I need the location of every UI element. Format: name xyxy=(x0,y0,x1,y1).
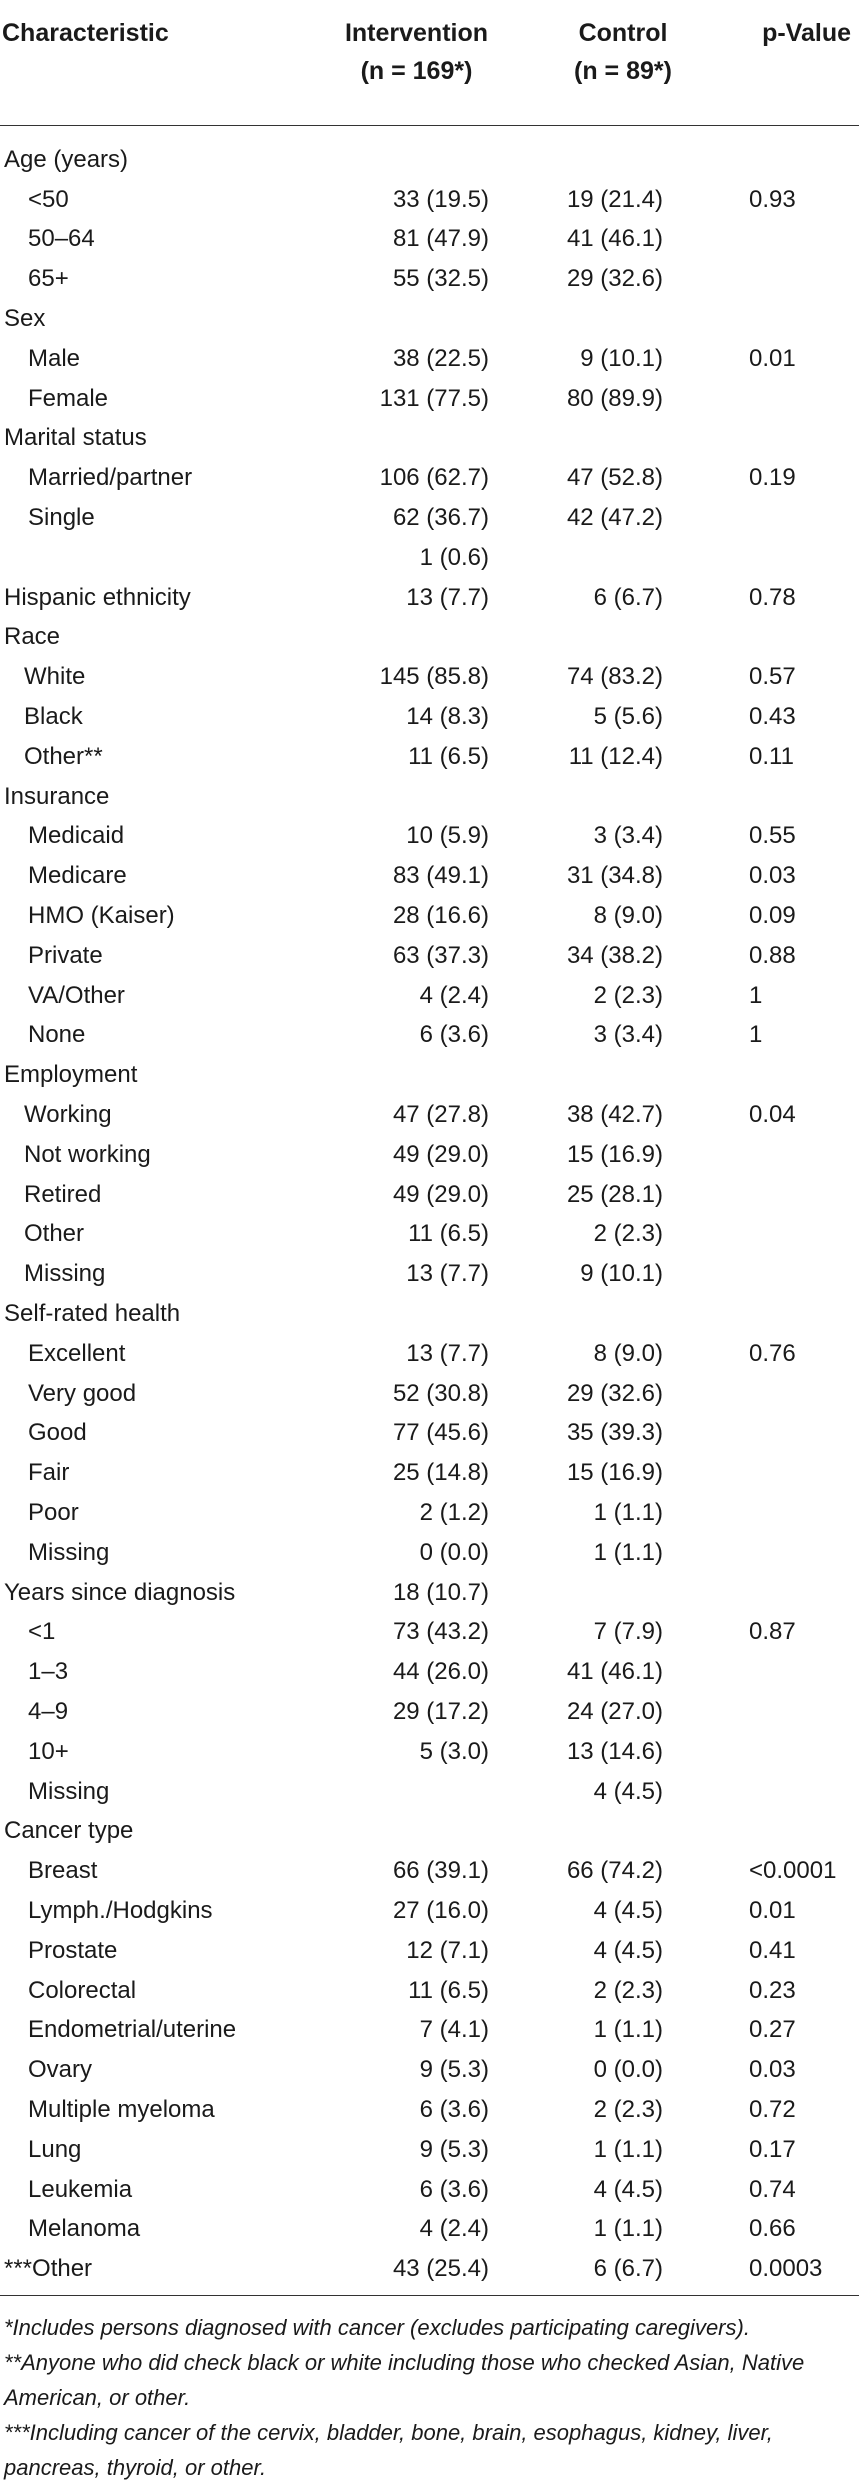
table-row xyxy=(0,1652,859,1692)
row-label: Single xyxy=(28,504,95,532)
header-control-label: Control xyxy=(578,19,668,47)
intervention-value: 5 (3.0) xyxy=(419,1737,489,1765)
row-label: HMO (Kaiser) xyxy=(28,902,175,930)
intervention-value: 6 (3.6) xyxy=(419,1021,489,1049)
p-value: 0.09 xyxy=(749,902,796,930)
table-row xyxy=(0,1533,859,1573)
table-row xyxy=(0,2130,859,2170)
header-intervention-label: Intervention xyxy=(344,19,489,47)
control-value: 41 (46.1) xyxy=(566,225,663,253)
intervention-value: 145 (85.8) xyxy=(379,663,489,691)
table-row xyxy=(0,817,859,857)
intervention-value: 0 (0.0) xyxy=(419,1538,489,1566)
p-value: 0.72 xyxy=(749,2095,796,2123)
table-row xyxy=(0,1374,859,1414)
table-row xyxy=(0,2010,859,2050)
row-label: Self-rated health xyxy=(4,1300,181,1327)
row-label: Private xyxy=(28,941,103,969)
control-value: 35 (39.3) xyxy=(566,1419,663,1447)
row-label: Hispanic ethnicity xyxy=(4,583,191,611)
intervention-value: 12 (7.1) xyxy=(406,1936,489,1964)
row-label: <50 xyxy=(28,185,69,213)
row-label: VA/Other xyxy=(28,981,125,1009)
table-row xyxy=(0,1612,859,1652)
intervention-value: 66 (39.1) xyxy=(392,1857,489,1885)
control-value xyxy=(533,618,713,658)
table-row xyxy=(0,2170,859,2210)
p-value: 0.74 xyxy=(749,2175,796,2203)
control-value: 29 (32.6) xyxy=(566,1379,663,1407)
p-value: 0.23 xyxy=(749,1976,796,2004)
footnotes xyxy=(0,2310,859,2485)
row-label: Other xyxy=(24,1220,85,1248)
table-header xyxy=(0,0,859,126)
intervention-value: 25 (14.8) xyxy=(392,1459,489,1487)
control-value: 41 (46.1) xyxy=(566,1658,663,1686)
footnote-2: **Anyone who did check black or white including those who checked Asian, Native American, or other. xyxy=(4,2350,805,2411)
p-value: 0.27 xyxy=(749,2016,796,2044)
footnote-1: *Includes persons diagnosed with cancer (excludes participating caregivers). xyxy=(4,2315,750,2341)
control-value: 25 (28.1) xyxy=(566,1180,663,1208)
table-row xyxy=(0,1772,859,1812)
p-value: 0.55 xyxy=(749,822,796,850)
control-value xyxy=(533,777,713,817)
control-value xyxy=(533,538,713,578)
spacer-row xyxy=(0,126,859,141)
control-value: 66 (74.2) xyxy=(566,1857,663,1885)
p-value xyxy=(713,299,859,339)
intervention-value: 62 (36.7) xyxy=(392,504,489,532)
control-value: 2 (2.3) xyxy=(593,2095,663,2123)
row-label: Leukemia xyxy=(28,2175,133,2203)
p-value xyxy=(713,1652,859,1692)
table-row xyxy=(0,777,859,817)
row-label: Missing xyxy=(28,1538,110,1566)
row-label: 65+ xyxy=(28,265,69,293)
table-body xyxy=(0,126,859,2296)
row-label: Poor xyxy=(28,1498,79,1526)
intervention-value: 2 (1.2) xyxy=(419,1498,489,1526)
row-label: Cancer type xyxy=(4,1817,134,1845)
p-value xyxy=(713,1453,859,1493)
p-value xyxy=(713,1493,859,1533)
intervention-value: 81 (47.9) xyxy=(392,225,489,253)
row-label: Age (years) xyxy=(4,145,129,173)
row-label: 50–64 xyxy=(28,225,95,253)
row-label: 1–3 xyxy=(28,1658,69,1686)
row-label: Very good xyxy=(28,1379,137,1407)
control-value: 47 (52.8) xyxy=(566,464,663,492)
control-value xyxy=(533,140,713,180)
p-value: 0.93 xyxy=(749,185,796,213)
table-row xyxy=(0,379,859,419)
row-label: Not working xyxy=(24,1140,151,1168)
row-label: Melanoma xyxy=(28,2215,141,2243)
intervention-value: 131 (77.5) xyxy=(379,384,489,412)
p-value xyxy=(713,1254,859,1294)
row-label: Sex xyxy=(4,305,46,333)
p-value xyxy=(713,1175,859,1215)
p-value xyxy=(713,259,859,299)
row-label: Female xyxy=(28,384,109,412)
row-label: Breast xyxy=(28,1857,98,1885)
control-value xyxy=(533,1811,713,1851)
p-value xyxy=(713,1055,859,1095)
table-row xyxy=(0,1493,859,1533)
p-value: 1 xyxy=(749,1021,763,1049)
intervention-value: 49 (29.0) xyxy=(392,1180,489,1208)
p-value xyxy=(713,1732,859,1772)
control-value: 31 (34.8) xyxy=(566,862,663,890)
p-value: 0.04 xyxy=(749,1101,796,1129)
intervention-value xyxy=(300,419,533,459)
row-label: None xyxy=(28,1021,86,1049)
table-row xyxy=(0,339,859,379)
control-value: 6 (6.7) xyxy=(533,2249,713,2295)
control-value xyxy=(533,419,713,459)
table-row xyxy=(0,578,859,618)
table-row xyxy=(0,1732,859,1772)
row-label: Multiple myeloma xyxy=(28,2095,215,2123)
intervention-value: 13 (7.7) xyxy=(406,583,489,611)
row-label: Male xyxy=(28,344,81,372)
table-row xyxy=(0,618,859,658)
p-value: 0.03 xyxy=(749,2056,796,2084)
table-row xyxy=(0,697,859,737)
control-value: 34 (38.2) xyxy=(566,941,663,969)
row-label: Lung xyxy=(28,2135,82,2163)
intervention-value: 7 (4.1) xyxy=(419,2016,489,2044)
intervention-value: 9 (5.3) xyxy=(419,2135,489,2163)
control-value: 2 (2.3) xyxy=(593,1220,663,1248)
control-value: 2 (2.3) xyxy=(593,1976,663,2004)
row-label: 10+ xyxy=(28,1737,69,1765)
p-value xyxy=(713,498,859,538)
row-label: Prostate xyxy=(28,1936,118,1964)
p-value: 0.01 xyxy=(749,1896,796,1924)
header-intervention-n: (n = 169*) xyxy=(360,57,473,85)
row-label: Missing xyxy=(28,1777,110,1805)
control-value: 4 (4.5) xyxy=(593,2175,663,2203)
intervention-value xyxy=(300,1294,533,1334)
intervention-value: 11 (6.5) xyxy=(408,1976,489,2004)
table-row xyxy=(0,498,859,538)
intervention-value: 6 (3.6) xyxy=(419,2175,489,2203)
p-value xyxy=(713,140,859,180)
p-value: 0.41 xyxy=(749,1936,796,1964)
intervention-value: 29 (17.2) xyxy=(392,1697,489,1725)
p-value: <0.0001 xyxy=(749,1857,837,1885)
p-value: 0.01 xyxy=(749,344,796,372)
p-value: 0.19 xyxy=(749,464,796,492)
control-value: 1 (1.1) xyxy=(593,2135,663,2163)
p-value: 0.03 xyxy=(749,862,796,890)
intervention-value: 9 (5.3) xyxy=(419,2056,489,2084)
row-label: Ovary xyxy=(28,2056,93,2084)
control-value: 19 (21.4) xyxy=(566,185,663,213)
table-row xyxy=(0,299,859,339)
control-value: 6 (6.7) xyxy=(593,583,663,611)
row-label: Fair xyxy=(28,1459,70,1487)
control-value: 1 (1.1) xyxy=(593,2215,663,2243)
control-value: 74 (83.2) xyxy=(566,663,663,691)
intervention-value: 55 (32.5) xyxy=(392,265,489,293)
p-value xyxy=(713,1294,859,1334)
table-row xyxy=(0,1135,859,1175)
p-value xyxy=(713,1135,859,1175)
intervention-value: 10 (5.9) xyxy=(406,822,489,850)
control-value: 11 (12.4) xyxy=(568,742,663,770)
intervention-value: 27 (16.0) xyxy=(392,1896,489,1924)
row-label: Years since diagnosis xyxy=(4,1578,236,1606)
p-value xyxy=(713,1414,859,1454)
control-value: 1 (1.1) xyxy=(593,2016,663,2044)
intervention-value: 43 (25.4) xyxy=(300,2249,533,2295)
intervention-value: 4 (2.4) xyxy=(419,981,489,1009)
table-row xyxy=(0,2249,859,2295)
table-row xyxy=(0,936,859,976)
table-row xyxy=(0,1016,859,1056)
row-label: Marital status xyxy=(4,424,147,452)
control-value xyxy=(533,1294,713,1334)
p-value: 1 xyxy=(749,981,763,1009)
p-value xyxy=(713,618,859,658)
p-value xyxy=(713,1573,859,1613)
row-label: <1 xyxy=(28,1618,56,1646)
control-value xyxy=(533,299,713,339)
table-row xyxy=(0,1811,859,1851)
intervention-value: 106 (62.7) xyxy=(379,464,489,492)
table-row xyxy=(0,1931,859,1971)
row-label: Insurance xyxy=(4,782,110,810)
p-value xyxy=(713,379,859,419)
intervention-value: 13 (7.7) xyxy=(406,1260,489,1288)
p-value xyxy=(713,1215,859,1255)
table-row xyxy=(0,1453,859,1493)
header-control-n: (n = 89*) xyxy=(574,57,672,85)
table-row xyxy=(0,2209,859,2249)
table-row xyxy=(0,220,859,260)
table-row xyxy=(0,1254,859,1294)
table-row xyxy=(0,1851,859,1891)
p-value xyxy=(713,1692,859,1732)
row-label: Employment xyxy=(4,1061,138,1089)
row-label: Working xyxy=(24,1101,112,1129)
intervention-value: 6 (3.6) xyxy=(419,2095,489,2123)
intervention-value xyxy=(300,140,533,180)
intervention-value: 44 (26.0) xyxy=(392,1658,489,1686)
table-row xyxy=(0,419,859,459)
table-row xyxy=(0,2050,859,2090)
table-row xyxy=(0,259,859,299)
p-value: 0.78 xyxy=(749,583,796,611)
table-row xyxy=(0,1055,859,1095)
table-row xyxy=(0,140,859,180)
table-row xyxy=(0,856,859,896)
intervention-value: 11 (6.5) xyxy=(408,742,489,770)
table-row xyxy=(0,1692,859,1732)
p-value xyxy=(713,419,859,459)
row-label: Medicaid xyxy=(28,822,125,850)
table-row xyxy=(0,976,859,1016)
control-value: 4 (4.5) xyxy=(593,1936,663,1964)
table-row xyxy=(0,458,859,498)
row-label: Black xyxy=(24,703,83,731)
control-value: 42 (47.2) xyxy=(566,504,663,532)
intervention-value: 38 (22.5) xyxy=(392,344,489,372)
p-value: 0.66 xyxy=(749,2215,796,2243)
p-value xyxy=(713,220,859,260)
control-value: 3 (3.4) xyxy=(593,1021,663,1049)
p-value: 0.17 xyxy=(749,2135,796,2163)
table-row xyxy=(0,1573,859,1613)
table-row xyxy=(0,1334,859,1374)
intervention-value: 4 (2.4) xyxy=(419,2215,489,2243)
control-value: 9 (10.1) xyxy=(580,1260,663,1288)
p-value: 0.57 xyxy=(749,663,796,691)
intervention-value: 73 (43.2) xyxy=(392,1618,489,1646)
intervention-value: 77 (45.6) xyxy=(392,1419,489,1447)
intervention-value xyxy=(300,1811,533,1851)
control-value: 4 (4.5) xyxy=(593,1896,663,1924)
p-value xyxy=(713,1533,859,1573)
control-value: 29 (32.6) xyxy=(566,265,663,293)
p-value: 0.0003 xyxy=(713,2249,859,2295)
control-value: 7 (7.9) xyxy=(593,1618,663,1646)
control-value: 38 (42.7) xyxy=(566,1101,663,1129)
control-value: 3 (3.4) xyxy=(593,822,663,850)
row-label: Married/partner xyxy=(28,464,193,492)
intervention-value: 63 (37.3) xyxy=(392,941,489,969)
intervention-value: 11 (6.5) xyxy=(408,1220,489,1248)
row-label: Race xyxy=(4,623,61,651)
p-value xyxy=(713,1374,859,1414)
header-control xyxy=(533,0,713,126)
control-value: 0 (0.0) xyxy=(593,2056,663,2084)
table-row xyxy=(0,737,859,777)
row-label: Medicare xyxy=(28,862,127,890)
intervention-value: 28 (16.6) xyxy=(392,902,489,930)
table-row xyxy=(0,896,859,936)
header-pvalue: p-Value xyxy=(713,0,859,126)
table-row xyxy=(0,1891,859,1931)
p-value: 0.87 xyxy=(749,1618,796,1646)
control-value: 8 (9.0) xyxy=(593,1339,663,1367)
p-value: 0.76 xyxy=(749,1339,796,1367)
table-row xyxy=(0,1215,859,1255)
intervention-value xyxy=(300,1055,533,1095)
control-value: 15 (16.9) xyxy=(566,1140,663,1168)
intervention-value xyxy=(300,1772,533,1812)
intervention-value: 47 (27.8) xyxy=(392,1101,489,1129)
table-row xyxy=(0,1971,859,2011)
table-row xyxy=(0,180,859,220)
control-value: 80 (89.9) xyxy=(566,384,663,412)
row-label: 4–9 xyxy=(28,1697,69,1725)
control-value xyxy=(533,1055,713,1095)
intervention-value xyxy=(300,299,533,339)
control-value xyxy=(533,1573,713,1613)
row-label: White xyxy=(24,663,86,691)
row-label: Excellent xyxy=(28,1339,126,1367)
control-value: 13 (14.6) xyxy=(566,1737,663,1765)
p-value: 0.88 xyxy=(749,941,796,969)
intervention-value: 18 (10.7) xyxy=(392,1578,489,1606)
row-label xyxy=(0,538,300,578)
header-intervention xyxy=(300,0,533,126)
row-label: Other** xyxy=(24,742,103,770)
table-row xyxy=(0,657,859,697)
footnote-3: ***Including cancer of the cervix, bladder, bone, brain, esophagus, kidney, liver, pancreas, thyroid, or other. xyxy=(4,2420,773,2481)
table-row xyxy=(0,1095,859,1135)
control-value: 5 (5.6) xyxy=(593,703,663,731)
control-value: 9 (10.1) xyxy=(580,344,663,372)
p-value: 0.43 xyxy=(749,703,796,731)
control-value: 4 (4.5) xyxy=(593,1777,663,1805)
table-row xyxy=(0,538,859,578)
intervention-value: 1 (0.6) xyxy=(419,543,489,571)
row-label: ***Other xyxy=(0,2249,300,2295)
intervention-value: 33 (19.5) xyxy=(392,185,489,213)
table-row xyxy=(0,1175,859,1215)
intervention-value xyxy=(300,777,533,817)
table-row xyxy=(0,1294,859,1334)
table-row xyxy=(0,2090,859,2130)
intervention-value: 13 (7.7) xyxy=(406,1339,489,1367)
control-value: 1 (1.1) xyxy=(593,1498,663,1526)
control-value: 15 (16.9) xyxy=(566,1459,663,1487)
intervention-value: 14 (8.3) xyxy=(406,703,489,731)
control-value: 24 (27.0) xyxy=(566,1697,663,1725)
row-label: Colorectal xyxy=(28,1976,137,2004)
intervention-value: 49 (29.0) xyxy=(392,1140,489,1168)
table-row xyxy=(0,1414,859,1454)
row-label: Lymph./Hodgkins xyxy=(28,1896,213,1924)
header-characteristic: Characteristic xyxy=(0,0,300,126)
intervention-value: 83 (49.1) xyxy=(392,862,489,890)
p-value xyxy=(713,777,859,817)
control-value: 2 (2.3) xyxy=(593,981,663,1009)
intervention-value: 52 (30.8) xyxy=(392,1379,489,1407)
row-label: Endometrial/uterine xyxy=(28,2016,237,2044)
control-value: 1 (1.1) xyxy=(593,1538,663,1566)
row-label: Missing xyxy=(24,1260,106,1288)
row-label: Retired xyxy=(24,1180,102,1208)
row-label: Good xyxy=(28,1419,87,1447)
p-value xyxy=(713,538,859,578)
p-value xyxy=(713,1772,859,1812)
intervention-value xyxy=(300,618,533,658)
p-value xyxy=(713,1811,859,1851)
control-value: 8 (9.0) xyxy=(593,902,663,930)
p-value: 0.11 xyxy=(749,742,794,770)
